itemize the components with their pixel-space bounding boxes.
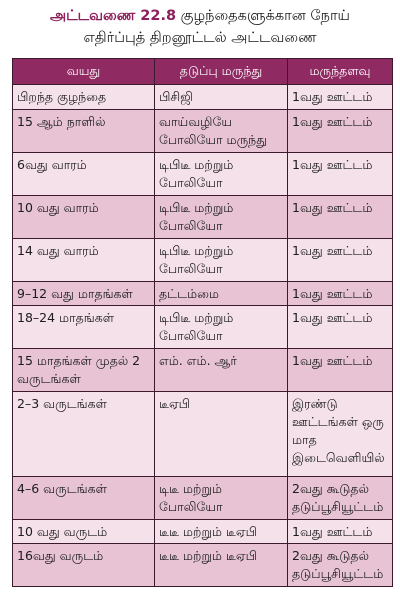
dose-cell: 1வது ஊட்டம் xyxy=(288,85,393,110)
title-line-1 xyxy=(0,5,400,27)
dose-cell: இரண்டு ஊட்டங்கள் ஒரு மாத இடைவெளியில் xyxy=(288,392,393,477)
age-cell: 2–3 வருடங்கள் xyxy=(13,392,155,477)
table-row xyxy=(13,239,393,282)
age-cell: 15 மாதங்கள் முதல் 2 வருடங்கள் xyxy=(13,349,155,392)
vaccine-cell: பிசிஜி xyxy=(155,85,288,110)
age-cell: 4–6 வருடங்கள் xyxy=(13,477,155,520)
age-cell: 9–12 வது மாதங்கள் xyxy=(13,282,155,306)
table-row xyxy=(13,282,393,306)
dose-cell: 1வது ஊட்டம் xyxy=(288,349,393,392)
dose-cell: 2வது கூடுதல் தடுப்பூசியூட்டம் xyxy=(288,544,393,587)
dose-cell: 1வது ஊட்டம் xyxy=(288,306,393,349)
header-vaccine: தடுப்பு மருந்து xyxy=(155,59,288,85)
vaccine-cell: டீடீ மற்றும் டீஏபி xyxy=(155,520,288,544)
dose-cell: 1வது ஊட்டம் xyxy=(288,520,393,544)
vaccine-cell: டிபிடீ மற்றும் போலியோ xyxy=(155,196,288,239)
title-line-2: எதிர்ப்புத் திறனூட்டல் அட்டவணை xyxy=(83,30,317,46)
age-cell: 14 வது வாரம் xyxy=(13,239,155,282)
header-age: வயது xyxy=(13,59,155,85)
age-cell: 15 ஆம் நாளில் xyxy=(13,110,155,153)
age-cell: 10 வது வாரம் xyxy=(13,196,155,239)
age-cell: பிறந்த குழந்தை xyxy=(13,85,155,110)
title-text-1: குழந்தைகளுக்கான நோய் xyxy=(180,8,350,24)
age-cell: 16வது வருடம் xyxy=(13,544,155,587)
table-row xyxy=(13,477,393,520)
table-number-label: அட்டவணை 22.8 xyxy=(49,8,177,24)
header-row xyxy=(13,59,393,85)
table-row xyxy=(13,392,393,477)
vaccine-cell: டிபிடீ மற்றும் போலியோ xyxy=(155,153,288,196)
immunization-table xyxy=(12,58,393,587)
table-row xyxy=(13,544,393,587)
dose-cell: 1வது ஊட்டம் xyxy=(288,282,393,306)
table-row xyxy=(13,349,393,392)
table-row xyxy=(13,196,393,239)
vaccine-cell: தட்டம்மை xyxy=(155,282,288,306)
dose-cell: 1வது ஊட்டம் xyxy=(288,239,393,282)
vaccine-cell: டீடீ மற்றும் டீஏபி xyxy=(155,544,288,587)
age-cell: 18–24 மாதங்கள் xyxy=(13,306,155,349)
table-row xyxy=(13,520,393,544)
table-row xyxy=(13,85,393,110)
vaccine-cell: டிபிடீ மற்றும் போலியோ xyxy=(155,306,288,349)
dose-cell: 1வது ஊட்டம் xyxy=(288,110,393,153)
table-row xyxy=(13,153,393,196)
dose-cell: 1வது ஊட்டம் xyxy=(288,196,393,239)
table-title xyxy=(0,0,400,48)
table-row xyxy=(13,306,393,349)
dose-cell: 1வது ஊட்டம் xyxy=(288,153,393,196)
dose-cell: 2வது கூடுதல் தடுப்பூசியூட்டம் xyxy=(288,477,393,520)
age-cell: 10 வது வருடம் xyxy=(13,520,155,544)
vaccine-cell: டீஏபி xyxy=(155,392,288,477)
vaccine-cell: எம். எம். ஆர் xyxy=(155,349,288,392)
table-row xyxy=(13,110,393,153)
vaccine-cell: டிபிடீ மற்றும் போலியோ xyxy=(155,239,288,282)
vaccine-cell: டிடீ மற்றும் போலியோ xyxy=(155,477,288,520)
header-dose: மருந்தளவு xyxy=(288,59,393,85)
age-cell: 6வது வாரம் xyxy=(13,153,155,196)
vaccine-cell: வாய்வழியே போலியோ மருந்து xyxy=(155,110,288,153)
